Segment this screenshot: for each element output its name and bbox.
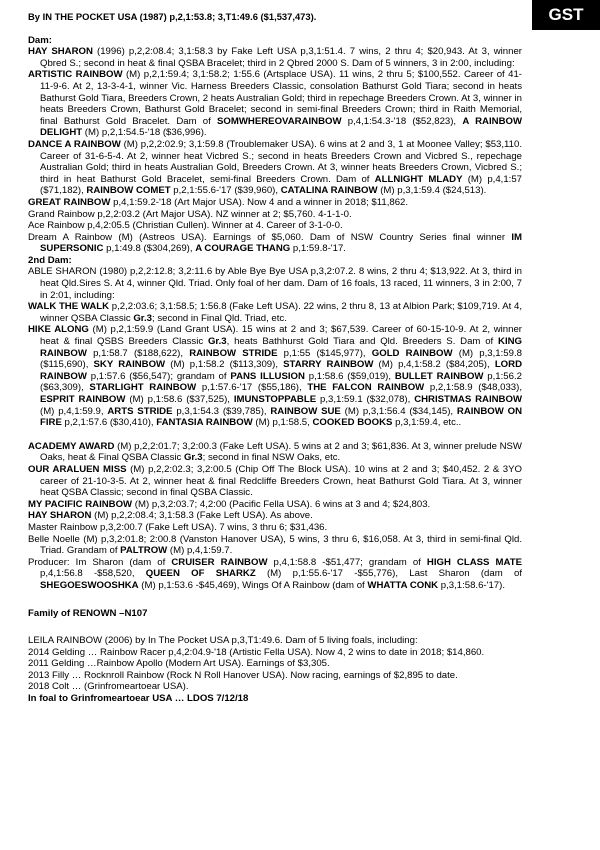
entry-text: (M) p,4,1:58.2 ($84,205), <box>373 359 495 371</box>
entry-text: (M) p,3,1:56.4 ($34,145), <box>340 405 457 417</box>
horse-name: OUR ARALUEN MISS <box>28 463 127 475</box>
offspring-name: CATALINA RAINBOW <box>280 185 378 197</box>
dam-entry <box>28 46 522 69</box>
foal-master-rainbow: Master Rainbow p,3,2:00.7 (Fake Left USA). 7 wins, 3 thru 6; $31,436. <box>28 521 328 533</box>
offspring-name: RAINBOW STRIDE <box>189 347 278 359</box>
grade-label: Gr.3 <box>207 336 227 348</box>
offspring-name: IM SUPERSONIC <box>40 231 522 255</box>
foal-belle-noelle <box>28 534 522 557</box>
leila-rainbow-entry: LEILA RAINBOW (2006) by In The Pocket USA p,3,T1:49.6. Dam of 5 living foals, including: <box>28 635 418 647</box>
offspring-name: PALTROW <box>120 545 168 557</box>
entry-text: (M) p,4,1:59.9, <box>40 405 108 417</box>
offspring-name: ALLNIGHT MLADY <box>374 173 463 185</box>
foal-hike-along <box>28 324 522 428</box>
entry-text: (M) p,2,2:02.3; 3,2:00.5 (Chip Off The Block USA). 10 wins at 2 and 3; $40,452. 2 & 3YO career of 21-10-3-5. At 2, winner heat & final Redcliffe Breeders Crown, heat Bathurst Gold Tiara. At 3, winner heat QSBA Classic; second in final QSBA Classic. <box>40 463 523 499</box>
grade-label: Gr.3 <box>183 452 203 464</box>
offspring-name: SOMWHEREOVARAINBOW <box>217 115 342 127</box>
foal-list-item: 2014 Gelding … Rainbow Racer p,4,2:04.9-'18 (Artistic Fella USA). Now 4, 2 wins to date in 2018; $14,860. <box>28 646 485 658</box>
offspring-name: HIGH CLASS MATE <box>426 556 522 568</box>
horse-name: HIKE ALONG <box>28 324 89 336</box>
offspring-name: PANS ILLUSION <box>230 370 305 382</box>
foal-walk-the-walk <box>28 301 522 324</box>
entry-text: (M) p,1:58.2 ($113,309), <box>165 359 284 371</box>
spacer <box>28 23 522 35</box>
entry-text: p,4,1:58.8 -$51,477; grandam of <box>267 556 427 568</box>
entry-text: (M) p,2,1:59.4; 3,1:58.2; 1:55.6 (Artsplace USA). 11 wins, 2 thru 5; $100,552. Career of 41-11-9-6. At 2, 13-3-4-1, winner Vic. Harness Breeders Classic, consolation Bathurst Gold Tiara; second in heats Bathurst Gold Tiara, Breeders Crown, 2 heats Australian Gold; third in repechage Breeders Crown. At 3, winner in heats Breeders Crown, Bathurst Gold Bracelet; second in semi-final Breeders Crown; third in Raith Memorial, final Bathurst Gold Bracelet. Dam of <box>40 69 523 127</box>
offspring-name: WHATTA CONK <box>367 579 439 591</box>
entry-text: (1996) p,2,2:08.4; 3,1:58.3 by Fake Left USA p,3,1:51.4. 7 wins, 2 thru 4; $20,943. At 3, winner Qbred S.; second in heat & final QSBA Bracelet; third in 2 Qbred 2000 S. Dam of 5 winners, 3 in 2:00, including: <box>40 46 522 69</box>
entry-text: p,4,1:54.3-'18 ($52,823), <box>341 115 463 127</box>
spacer <box>28 592 522 608</box>
offspring-name: RAINBOW SUE <box>270 405 341 417</box>
foal-dance-a-rainbow <box>28 139 522 197</box>
entry-text: p,1:57.6 ($56,547); grandam of <box>86 370 231 382</box>
offspring-name: BULLET RAINBOW <box>394 370 484 382</box>
producer-entry <box>28 557 522 592</box>
foal-grand-rainbow: Grand Rainbow p,2,2:03.2 (Art Major USA). NZ winner at 2; $5,760. 4-1-1-0. <box>28 208 352 220</box>
entry-text: p,2,1:57.6 ($30,410), <box>61 417 157 429</box>
horse-name: WALK THE WALK <box>28 301 110 313</box>
entry-text: p,4,1:56.8 -$58,520, <box>40 568 146 580</box>
second-dam-heading: 2nd Dam: <box>28 254 72 266</box>
grade-label: Gr.3 <box>133 312 152 324</box>
foal-ace-rainbow: Ace Rainbow p,4,2:05.5 (Christian Cullen). Winner at 4. Career of 3-1-0-0. <box>28 220 343 232</box>
entry-text: p,2,2:03.6; 3,1:58.5; 1:56.8 (Fake Left USA). 22 wins, 2 thru 8, 13 at Albion Park; $109,719. At 4, winner QSBA Classic <box>40 301 522 324</box>
dam-heading: Dam: <box>28 34 52 46</box>
entry-text: p,1:58.7 ($188,622), <box>86 347 190 359</box>
horse-name: ACADEMY AWARD <box>28 440 115 452</box>
entry-text: ; second in final NSW Oaks, etc. <box>202 452 341 464</box>
entry-text: p,3,1:58.6-'17). <box>438 579 505 591</box>
entry-text: (M) p,1:58.6 ($37,525), <box>125 394 234 405</box>
entry-text: Producer: Im Sharon (dam of <box>28 556 172 568</box>
pedigree-page <box>28 10 522 705</box>
offspring-name: LORD RAINBOW <box>40 359 522 382</box>
entry-text: p,3,1:54.3 ($39,785), <box>172 405 271 417</box>
horse-name: HAY SHARON <box>28 46 93 58</box>
family-heading: Family of RENOWN –N107 <box>28 607 148 619</box>
offspring-name: QUEEN OF SHARKZ <box>145 568 256 580</box>
entry-text: p,1:57.6-'17 ($55,186), <box>196 382 308 394</box>
entry-text: (M) p,4,1:59.7. <box>167 545 233 557</box>
entry-text: (M) p,2,1:54.5-'18 ($36,996). <box>82 127 207 139</box>
foal-list-item: 2011 Gelding …Rainbow Apollo (Modern Art USA). Earnings of $3,305. <box>28 658 330 670</box>
offspring-name: A COURAGE THANG <box>195 243 291 255</box>
offspring-name: RAINBOW ON FIRE <box>40 405 523 429</box>
entry-text: ; second in Final Qld. Triad, etc. <box>151 312 287 324</box>
entry-text: p,3,1:59.4, etc.. <box>392 417 462 429</box>
in-foal-footer: In foal to Grinfromeartoear USA … LDOS 7/12/18 <box>28 693 249 705</box>
entry-text: , heats Bathhurst Gold Tiara and Qld. Breeders S. Dam of <box>226 336 499 348</box>
offspring-name: ESPRIT RAINBOW <box>40 394 126 405</box>
offspring-name: A RAINBOW DELIGHT <box>40 115 523 139</box>
foal-artistic-rainbow <box>28 69 522 139</box>
entry-text: p,1:55 ($145,977), <box>277 347 372 359</box>
offspring-name: RAINBOW COMET <box>86 185 171 197</box>
entry-text: p,1:56.2 ($63,309), <box>40 370 522 394</box>
foal-our-araluen-miss <box>28 464 522 499</box>
entry-text: p,2,1:58.9 ($48,033), <box>424 382 523 394</box>
offspring-name: STARRY RAINBOW <box>283 359 374 371</box>
offspring-name: SHEGOESWOOSHKA <box>40 579 139 591</box>
offspring-name: CHRISTMAS RAINBOW <box>414 394 523 405</box>
entry-text: p,2,1:55.6-'17 ($39,960), <box>170 185 281 197</box>
foal-list-item: 2018 Colt … (Grinfromeartoear USA). <box>28 681 189 693</box>
entry-text: p,1:49.8 ($304,269), <box>103 243 196 255</box>
offspring-name: GOLD RAINBOW <box>371 347 453 359</box>
foal-great-rainbow <box>28 197 522 209</box>
spacer <box>28 429 522 441</box>
entry-text: p,3,1:59.1 ($32,078), <box>316 394 415 405</box>
horse-name: MY PACIFIC RAINBOW <box>28 498 133 510</box>
sire-header: By IN THE POCKET USA (1987) p,2,1:53.8; 3,T1:49.6 ($1,537,473). <box>28 11 317 22</box>
horse-name: HAY SHARON <box>28 510 92 522</box>
entry-text: (M) p,3,2:03.7; 4,2:00 (Pacific Fella USA). 6 wins at 3 and 4; $24,803. <box>132 498 431 510</box>
foal-dream-a-rainbow <box>28 232 522 255</box>
offspring-name: KING RAINBOW <box>40 336 522 359</box>
second-dam-entry: ABLE SHARON (1980) p,2,2:12.8; 3,2:11.6 by Able Bye Bye USA p,3,2:07.2. 8 wins, 2 thru 4; $13,922. At 3, third in heat Qld.Sires S. At 4, winner Qld. Triad. Only foal of her dam. Dam of 16 foals, 13 raced, 11 winners, 3 in 2:00, 7 in 2:01, including: <box>28 266 522 301</box>
entry-text: (M) p,3,1:59.8 ($115,690), <box>40 347 522 371</box>
offspring-name: IMUNSTOPPABLE <box>233 394 317 405</box>
entry-text: p,1:59.8-'17. <box>290 243 346 255</box>
foal-list-item: 2013 Filly … Rocknroll Rainbow (Rock N Roll Hanover USA). Now racing, earnings of $2,895 to date. <box>28 669 458 681</box>
horse-name: ARTISTIC RAINBOW <box>28 69 123 81</box>
horse-name: DANCE A RAINBOW <box>28 138 121 150</box>
offspring-name: CRUISER RAINBOW <box>171 556 268 568</box>
entry-text: (M) p,2,2:08.4; 3,1:58.3 (Fake Left USA). As above. <box>91 510 313 522</box>
gst-badge: GST <box>532 0 600 30</box>
entry-text: (M) p,1:53.6 -$45,469), Wings Of A Rainbow (dam of <box>138 579 368 591</box>
entry-text: p,1:58.6 ($59,019), <box>304 370 395 382</box>
entry-text: Dream A Rainbow (M) (Astreos USA). Earnings of $5,060. Dam of NSW Country Series final winner <box>28 231 512 243</box>
horse-name: GREAT RAINBOW <box>28 196 111 208</box>
foal-my-pacific-rainbow <box>28 499 522 511</box>
entry-text: (M) p,3,1:59.4 ($24,513). <box>377 185 487 197</box>
entry-text: (M) p,1:58.5, <box>252 417 313 429</box>
entry-text: (M) p,2,2:02.9; 3,1:59.8 (Troublemaker USA). 6 wins at 2 and 3, 1 at Moonee Valley; $53,110. Career of 31-6-5-4. At 2, winner heat Vicbred S.; second in heats Breeders Crown and Vicbred S., repechage Australian Gold; third in heats Australian Gold, Breeders Crown. At 3, winner heats Breeders Crown, Vicbred S.; third in heat Bathurst Gold Bracelet, semi-final Breeders Crown. Dam of <box>40 138 523 185</box>
spacer <box>28 619 522 635</box>
offspring-name: THE FALCON RAINBOW <box>307 382 425 394</box>
entry-text: (M) p,2,1:59.9 (Land Grant USA). 15 wins at 2 and 3; $67,539. Career of 60-15-10-9. At 2, winner heat & final QSBS Breeders Classic <box>40 324 522 348</box>
entry-text: Belle Noelle (M) p,3,2:01.8; 2:00.8 (Vanston Hanover USA), 5 wins, 3 thru 6, $16,058. At 3, third in semi-final Qld. Triad. Grandam of <box>28 533 522 557</box>
entry-text: (M) p,1:55.6-'17 -$55,776), Last Sharon (dam of <box>255 568 522 580</box>
offspring-name: COOKED BOOKS <box>312 417 393 429</box>
entry-text: (M) p,2,2:01.7; 3,2:00.3 (Fake Left USA). 5 wins at 2 and 3; $61,836. At 3, winner prelude NSW Oaks, heat & Final QSBA Classic <box>40 440 522 464</box>
foal-hay-sharon <box>28 510 522 522</box>
offspring-name: ARTS STRIDE <box>107 405 173 417</box>
entry-text: (M) p,4,1:57 ($71,182), <box>40 173 522 197</box>
offspring-name: SKY RAINBOW <box>93 359 166 371</box>
offspring-name: STARLIGHT RAINBOW <box>89 382 197 394</box>
foal-academy-award <box>28 441 522 464</box>
offspring-name: FANTASIA RAINBOW <box>156 417 253 429</box>
entry-text: p,4,1:59.2-'18 (Art Major USA). Now 4 and a winner in 2018; $11,862. <box>110 196 409 208</box>
